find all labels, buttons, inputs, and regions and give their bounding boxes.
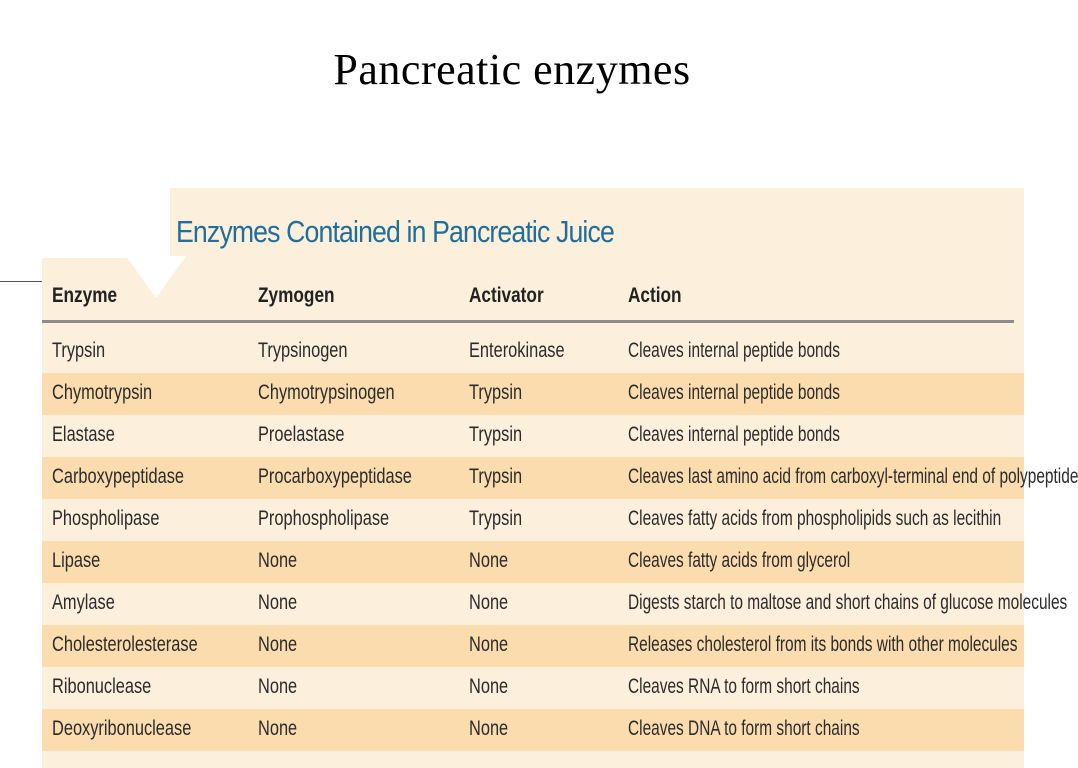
cell-activator: Enterokinase xyxy=(469,339,565,362)
table-body xyxy=(42,331,1078,751)
panel-notch xyxy=(42,182,170,258)
table-row xyxy=(42,415,1024,457)
table-row xyxy=(42,373,1024,415)
table-row xyxy=(42,625,1024,667)
cell-enzyme: Trypsin xyxy=(52,339,106,362)
cell-activator: Trypsin xyxy=(469,507,523,530)
cell-action: Cleaves fatty acids from phospholipids such as lecithin xyxy=(628,507,1002,530)
table-title: Enzymes Contained in Pancreatic Juice xyxy=(176,214,614,249)
table-row xyxy=(42,457,1078,499)
table-row xyxy=(42,541,1024,583)
cell-zymogen: None xyxy=(258,549,298,572)
header-activator: Activator xyxy=(469,284,544,307)
cell-action: Releases cholesterol from its bonds with other molecules xyxy=(628,633,1018,656)
cell-enzyme: Amylase xyxy=(52,591,115,614)
left-divider-line xyxy=(0,281,44,282)
slide-title: Pancreatic enzymes xyxy=(333,45,691,94)
cell-action: Cleaves internal peptide bonds xyxy=(628,381,840,404)
cell-activator: None xyxy=(469,633,509,656)
cell-enzyme: Carboxypeptidase xyxy=(52,465,185,488)
cell-zymogen: Prophospholipase xyxy=(258,507,390,530)
cell-action: Cleaves DNA to form short chains xyxy=(628,717,860,740)
cell-zymogen: None xyxy=(258,591,298,614)
header-zymogen: Zymogen xyxy=(258,284,335,307)
table-row xyxy=(42,709,1024,751)
cell-enzyme: Chymotrypsin xyxy=(52,381,153,404)
cell-action: Cleaves fatty acids from glycerol xyxy=(628,549,851,572)
cell-enzyme: Elastase xyxy=(52,423,115,446)
cell-activator: Trypsin xyxy=(469,465,523,488)
table-row xyxy=(42,667,1024,709)
header-enzyme: Enzyme xyxy=(52,284,118,307)
cell-enzyme: Cholesterolesterase xyxy=(52,633,198,656)
cell-activator: None xyxy=(469,549,509,572)
cell-zymogen: Chymotrypsinogen xyxy=(258,381,395,404)
cell-activator: None xyxy=(469,717,509,740)
cell-enzyme: Phospholipase xyxy=(52,507,160,530)
cell-zymogen: None xyxy=(258,675,298,698)
cell-enzyme: Deoxyribonuclease xyxy=(52,717,192,740)
cell-enzyme: Ribonuclease xyxy=(52,675,152,698)
table-row xyxy=(42,499,1024,541)
cell-zymogen: Procarboxypeptidase xyxy=(258,465,412,488)
cell-action: Cleaves last amino acid from carboxyl-terminal end of polypeptide xyxy=(628,465,1078,488)
cell-zymogen: Trypsinogen xyxy=(258,339,348,362)
cell-activator: Trypsin xyxy=(469,423,523,446)
cell-action: Cleaves internal peptide bonds xyxy=(628,339,840,362)
table-row xyxy=(42,583,1068,625)
cell-zymogen: Proelastase xyxy=(258,423,345,446)
cell-activator: None xyxy=(469,591,509,614)
header-divider xyxy=(42,320,1014,323)
header-action: Action xyxy=(628,284,682,307)
cell-activator: None xyxy=(469,675,509,698)
cell-action: Cleaves internal peptide bonds xyxy=(628,423,840,446)
table-row xyxy=(42,331,1024,373)
cell-activator: Trypsin xyxy=(469,381,523,404)
cell-enzyme: Lipase xyxy=(52,549,101,572)
table-header-row xyxy=(42,278,1024,318)
cell-action: Cleaves RNA to form short chains xyxy=(628,675,860,698)
cell-zymogen: None xyxy=(258,717,298,740)
cell-zymogen: None xyxy=(258,633,298,656)
cell-action: Digests starch to maltose and short chains of glucose molecules xyxy=(628,591,1068,614)
